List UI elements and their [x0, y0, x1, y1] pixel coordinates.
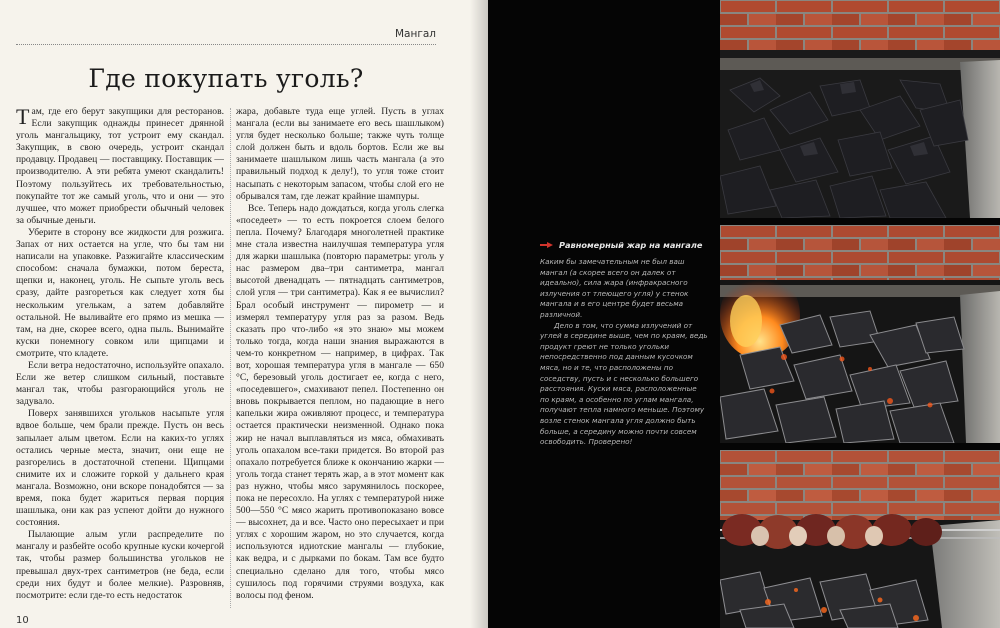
sidebar-heading [540, 240, 708, 250]
running-head: Мангал [394, 28, 436, 40]
photo-shashlik-on-grill [720, 450, 1000, 628]
text-column-2 [236, 106, 444, 618]
paragraph [16, 106, 224, 227]
drop-cap: Т [16, 106, 30, 129]
charcoal-in-grill-icon [720, 0, 1000, 218]
left-page [0, 0, 488, 628]
paragraph: Все. Теперь надо дождаться, когда уголь слегка «поседеет» — то есть покроется слоем белого пепла. Почему? Благодаря многолетней практике мне стала известна наилучшая температура угля для жарки шашлыка (повторю параметры: уголь у нас размером два–три сантиметра, мангал высотой двенадцать — пятнадцать сантиметров, слой угля — три сантиметра). Как я ее вычислил? Брал особый инструмент — пирометр — и измерял температуру угля раз за разом. Ведь сказать про что-либо «я это знаю» мы можем только тогда, когда наши знания выражаются в чем-то конкретном — например, в цифрах. Так вот, хорошая температура угля в мангале — 650 °С, березовый уголь достигает ее, когда с него, «поседевшего», смахивают пепел. Постепенно он вновь покрывается пеплом, но падающие в него капельки жира оживляют процесс, и температура остается практически неизменной. Однако пока жир не начал выплавляться из мяса, обмахивать уголь опахалом все-таки придется. Во второй раз опахало потребуется ближе к окончанию жарки — уголь тогда станет терять жар, а в этот момент как раз нужно, чтобы мясо зарумянилось поскорее, пока не пересохло. На углях с температурой ниже 500—550 °С мясо жарить противопоказано вовсе — высохнет, да и все. Часто оно пересыхает и при углях с хорошим жаром, но это случается, когда используются идиотские мангалы — глубокие, как ведра, и с дырками по бокам. Там все будто специально сделано для того, чтобы мясо сушилось под горячими струями воздуха, как волосы под феном. [236, 202, 444, 601]
paragraph: Пылающие алым угли распределите по мангалу и разбейте особо крупные куски кочергой так, чтобы размер большинства угольков не превышал двух-трех сантиметров (не беда, если среди них будут и более мелкие). Разровняв, посмотрите: если где-то есть недостаток [16, 529, 224, 601]
text-column-1 [16, 106, 224, 618]
burning-charcoal-with-flames-icon [720, 225, 1000, 443]
paragraph: Поверх занявшихся угольков насыпьте угля вдвое больше, чем брали прежде. Пусть он весь запылает алым цветом. Если на каких-то углях остались черные места, значит, они еще не разгорелись в достаточной степени. Щипцами снимите их и сложите горкой у дальнего края мангала. Возможно, они вскоре понадобятся — за время, пока будет жариться первая порция шашлыка, они как раз успеют дойти до нужного состояния. [16, 408, 224, 529]
paragraph: Уберите в сторону все жидкости для розжига. Запах от них остается на угле, что бы там ни написали на упаковке. Разжигайте классическим способом: сначала бумажки, потом береста, щепки и, наконец, уголь. Не сыпьте уголь весь сразу, дайте разгореться как следует хотя бы нескольким угелькам, а затем добавляйте остальной. Не выливайте его прямо из мешка — там, на дне, скорее всего, одна пыль. Вынимайте куски понемногу совком или щипцами и смотрите, что кладете. [16, 226, 224, 359]
sidebar-heading-text: Равномерный жар на мангале [559, 240, 703, 250]
shashlik-skewers-over-coals-icon [720, 450, 1000, 628]
right-page [488, 0, 1000, 628]
photo-charcoal-in-grill [720, 0, 1000, 218]
page-number: 10 [16, 615, 29, 626]
header-rule [16, 44, 436, 45]
sidebar-note [540, 240, 708, 448]
paragraph: жара, добавьте туда еще углей. Пусть в углах мангала (если вы занимаете его весь шашлыком) угля будет несколько больше; также чуть толще слой должен быть и вдоль бортов. Если же вы занимаете шашлыком лишь часть мангала (а это правильный подход к делу!), то угля тоже стоит насыпать с некоторым запасом, чтобы слой его не обрывался там, где лежат крайние шампуры. [236, 106, 444, 202]
arrow-right-icon [540, 241, 554, 249]
sidebar-paragraph: Каким бы замечательным не был ваш мангал (а скорее всего он далек от идеально), сила жара (инфракрасного излучения от тлеющего угля) у стенок мангала и в его центре будет весьма различной. [540, 257, 689, 319]
photo-burning-charcoal [720, 225, 1000, 443]
paragraph-text: ам, где его берут закупщики для ресторанов. Если закупщик однажды принесет дрянной уголь мангальщику, тот устроит ему скандал. Закупщик, в свою очередь, устроит скандал продавцу. Продавец — поставщику. Поставщик — производителю. А эти ребята умеют скандалить! Поэтому пользуйтесь их требовательностью, покупайте тот же самый уголь, что и они — это лучшее, что может приобрести обычный человек за обычные деньги. [16, 106, 224, 226]
column-divider [230, 108, 231, 608]
sidebar-paragraph: Дело в том, что сумма излучений от углей в середине выше, чем по краям, ведь продукт греют не только угольки непосредственно под данным кусочком мяса, но и те, что расположены по соседству, пусть и с несколько большего расстояния. Куски мяса, расположенные по краям, а особенно по углам мангала, получают тепла намного меньше. Поэтому возле стенок мангала угля должно быть больше, а середину можно почти совсем освободить. Проверено! [540, 320, 708, 447]
paragraph: Если ветра недостаточно, используйте опахало. Если же ветер слишком сильный, поставьте мангал так, чтобы разгорающийся уголь не задувало. [16, 359, 224, 408]
page-title: Где покупать уголь? [88, 64, 364, 93]
